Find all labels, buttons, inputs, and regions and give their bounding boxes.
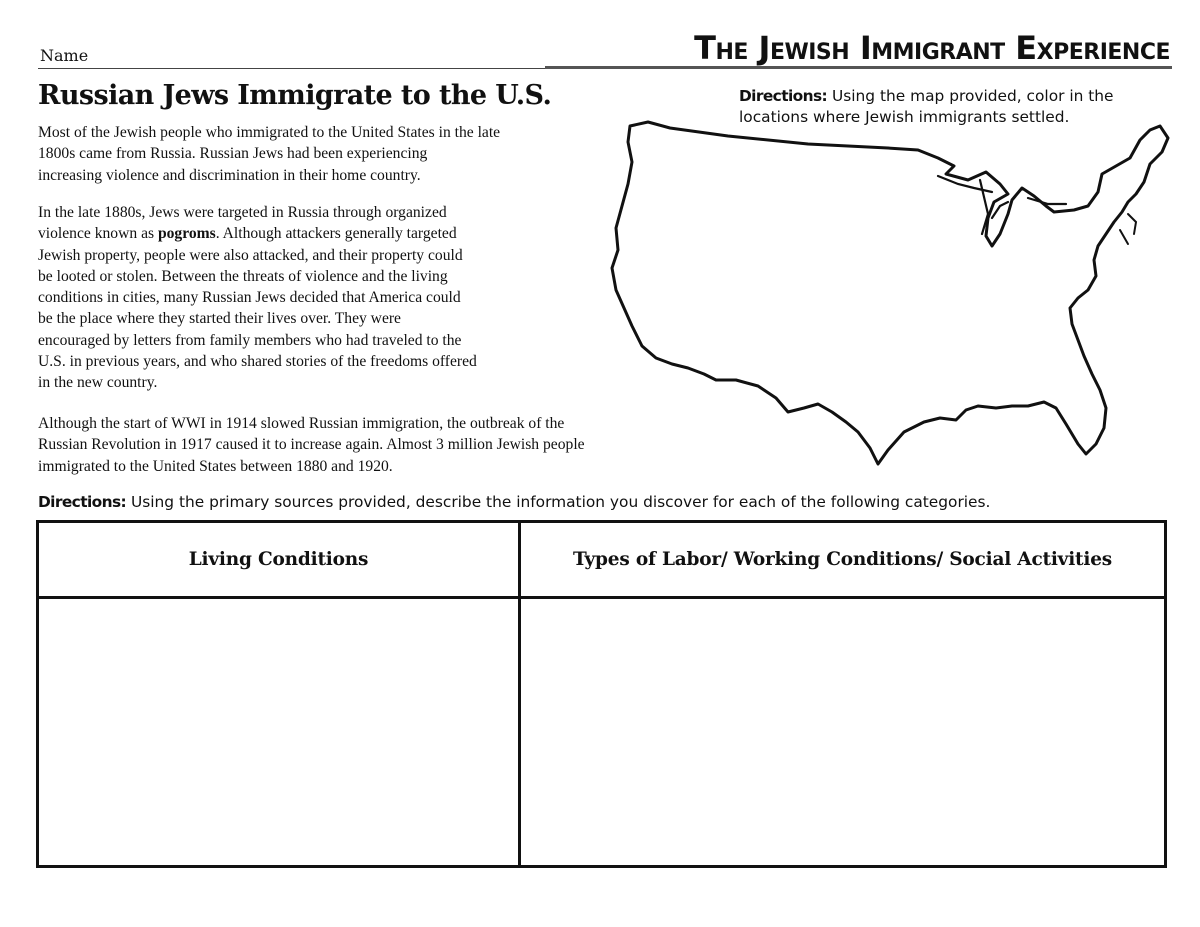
paragraph-intro: Most of the Jewish people who immigrated to the United States in the late 1800s came from Russia. Russian Jews had been experiencing increasing violence and discrimination in their home country. [38,124,501,184]
section-heading: Russian Jews Immigrate to the U.S. [38,80,552,111]
worksheet-title: The Jewish Immigrant Experience [694,29,1170,67]
table-directions-label: Directions: [38,493,127,511]
table-directions-text: Using the primary sources provided, describe the information you discover for each of the following categories. [126,493,991,511]
map-directions-text: Using the map provided, color in the locations where Jewish immigrants settled. [739,87,1114,126]
paragraph-pogroms-end: . Although attackers generally targeted Jewish property, people were also attacked, and their property could be looted or stolen. Between the threats of violence and the living conditions in cities, many Russian Jews decided that America could be the place where they started their lives over. They were encouraged by letters from family members who had traveled to the U.S. in previous years, and who shared stories of the freedoms offered in the new country. [38,225,477,392]
chesapeake-path [1120,214,1136,244]
us-outline-map[interactable] [608,118,1173,476]
us-map-outline-path [612,122,1168,464]
name-label: Name [40,46,89,65]
header-living-conditions: Living Conditions [39,523,521,599]
answer-cell-living-conditions[interactable] [39,599,521,865]
header-labor-working-social: Types of Labor/ Working Conditions/ Social Activities [521,523,1164,599]
paragraph-pogroms [38,202,477,394]
answer-cell-labor-working-social[interactable] [521,599,1164,865]
table-directions [38,492,990,513]
paragraph-wwi: Although the start of WWI in 1914 slowed Russian immigration, the outbreak of the Russian Revolution in 1917 caused it to increase again. Almost 3 million Jewish people immigrated to the United States between 1880 and 1920. [38,415,585,475]
paragraph-pogroms-start: In the late 1880s, Jews were targeted in Russia through organized violence known as [38,204,447,243]
term-pogroms: pogroms [157,225,216,243]
map-directions-label: Directions: [739,87,828,105]
response-table [36,520,1167,868]
